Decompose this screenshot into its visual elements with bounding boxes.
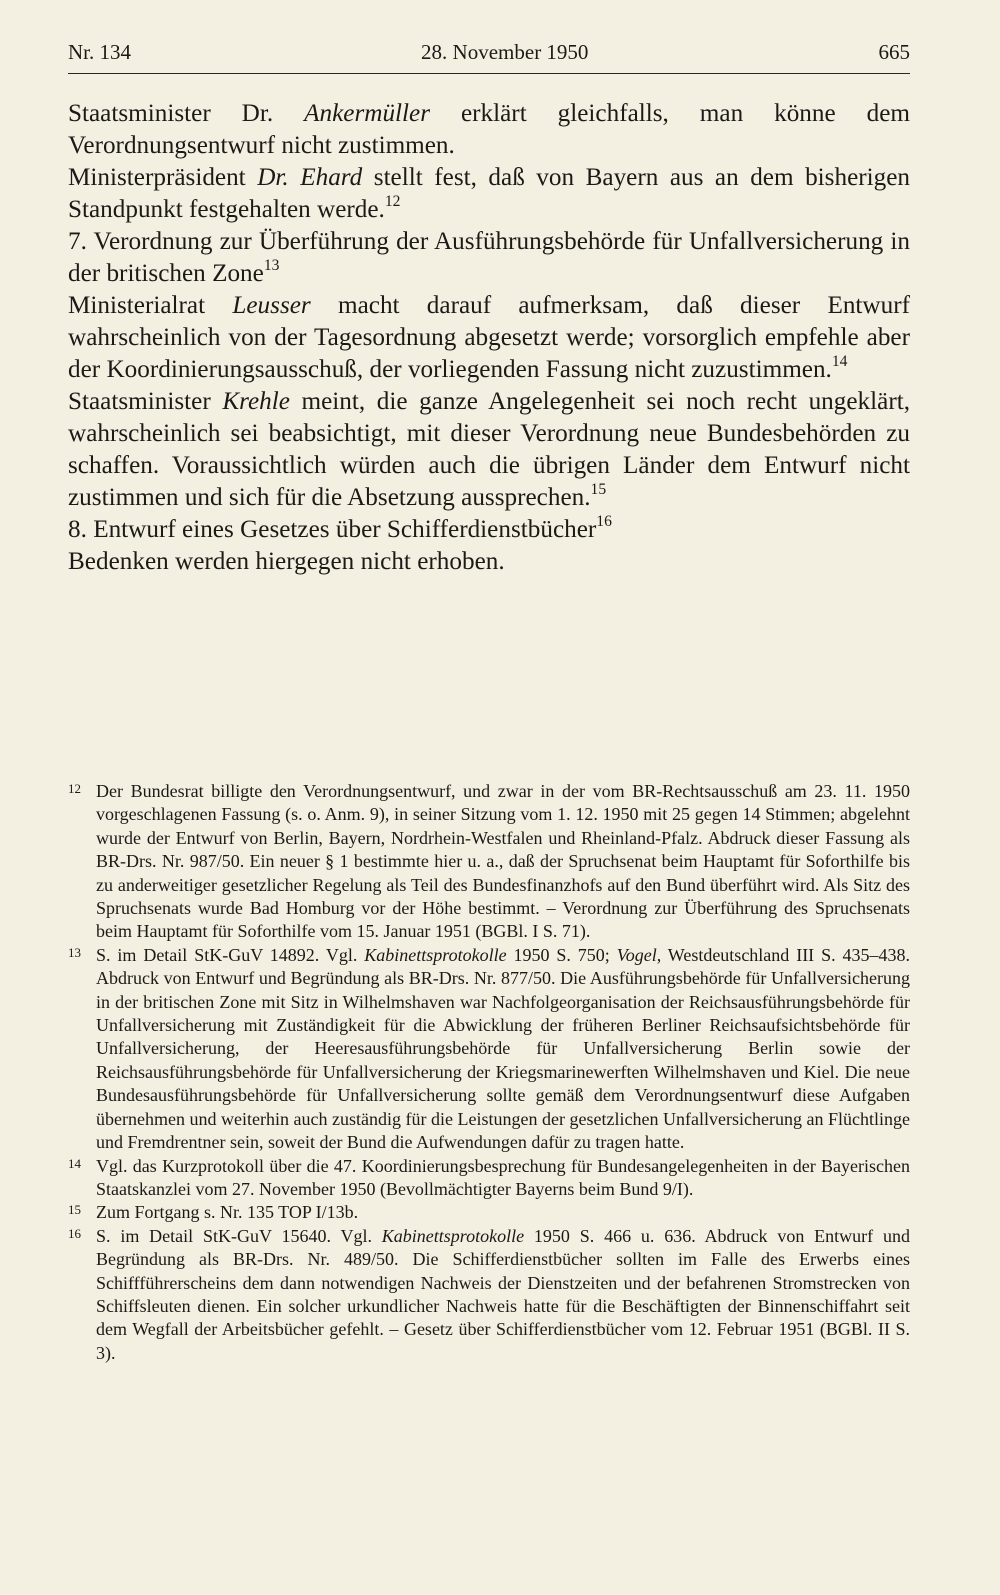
page-number: 665 bbox=[878, 40, 910, 64]
footnote-ref: 13 bbox=[263, 257, 280, 275]
paragraph bbox=[68, 98, 910, 162]
footnote-ref: 15 bbox=[590, 481, 607, 499]
paragraph bbox=[68, 514, 910, 546]
paragraph bbox=[68, 226, 910, 290]
footnote-segment: S. im Detail StK-GuV 15640. Vgl. bbox=[96, 1225, 382, 1246]
footnote bbox=[68, 1155, 910, 1202]
speaker-name: Dr. Ehard bbox=[257, 164, 363, 191]
footnote-segment: Zum Fortgang s. Nr. 135 TOP I/13b. bbox=[96, 1202, 359, 1223]
footnote-segment: 1950 S. 750; bbox=[506, 944, 617, 965]
cited-title: Kabinettsprotokolle bbox=[381, 1225, 525, 1246]
footnote-segment: Der Bundesrat billigte den Verordnungsentwurf, und zwar in der vom BR-Rechtsausschuß am 23. 11. 1950 vorgeschlagenen Fassung (s. o. Anm. 9), in seiner Sitzung vom 1. 12. 1950 mit 25 gegen 14 Stimmen; abgelehnt wurde der Entwurf von Berlin, Bayern, Nordrhein-Westfalen und Rheinland-Pfalz. Abdruck dieser Fassung als BR-Drs. Nr. 987/50. Ein neuer § 1 bestimmte hier u. a., daß der Spruchsenat beim Hauptamt für Soforthilfe bis zu anderweitiger gesetzlicher Regelung als Teil des Bundesfinanzhofs auf den Bund überführt wird. Als Sitz des Spruchsenats wurde Bad Homburg vor der Höhe bestimmt. – Verordnung zur Überführung des Spruchsenats beim Hauptamt für Soforthilfe vom 15. Januar 1951 (BGBl. I S. 71). bbox=[96, 781, 910, 942]
footnote-segment: Vgl. das Kurzprotokoll über die 47. Koordinierungsbesprechung für Bundesangelegenheiten in der Bayerischen Staatskanzlei vom 27. November 1950 (Bevollmächtigter Bayerns beim Bund 9/I). bbox=[96, 1155, 910, 1199]
footnotes bbox=[68, 780, 910, 1365]
footnote-number: 13 bbox=[68, 944, 81, 960]
footnote-ref: 12 bbox=[384, 193, 401, 211]
paragraph-text: Ministerialrat bbox=[68, 292, 233, 319]
paragraph-text: 8. Entwurf eines Gesetzes über Schifferdienstbücher bbox=[68, 516, 597, 543]
footnote bbox=[68, 1201, 910, 1224]
footnote-ref: 16 bbox=[596, 513, 612, 531]
document-number: Nr. 134 bbox=[68, 40, 131, 64]
paragraph bbox=[68, 546, 910, 578]
cited-title: Kabinettsprotokolle bbox=[364, 944, 507, 965]
footnote-number: 16 bbox=[68, 1225, 81, 1241]
speaker-name: Krehle bbox=[222, 388, 290, 415]
footnote-segment: 1950 S. 466 u. 636. Abdruck von Entwurf und Begründung als BR-Drs. Nr. 489/50. Die Schifferdienstbücher sollten im Falle des Erwerbs eines Schiffführerscheins dem dann notwendigen Nachweis der Dienstzeiten und der befahrenen Stromstrecken von Schiffsleuten dienen. Ein solcher urkundlicher Nachweis hatte für die Beschäftigten der Binnenschiffahrt seit dem Wegfall der Arbeitsbücher gefehlt. – Gesetz über Schifferdienstbücher vom 12. Februar 1951 (BGBl. II S. 3). bbox=[96, 1225, 910, 1363]
footnote bbox=[68, 780, 910, 944]
running-header bbox=[68, 40, 910, 74]
footnote-segment: S. im Detail StK-GuV 14892. Vgl. bbox=[96, 944, 365, 965]
paragraph bbox=[68, 162, 910, 226]
main-text bbox=[68, 98, 910, 578]
footnote-number: 15 bbox=[68, 1202, 81, 1218]
footnote-text bbox=[96, 1201, 910, 1224]
paragraph bbox=[68, 386, 910, 514]
footnote-text bbox=[96, 1155, 910, 1202]
footnote-ref: 14 bbox=[831, 353, 848, 371]
header-date: 28. November 1950 bbox=[421, 40, 589, 64]
paragraph-text: Bedenken werden hiergegen nicht erhoben. bbox=[68, 548, 505, 575]
paragraph-text: erklärt gleichfalls, man könne dem Verordnungsentwurf nicht zustimmen. bbox=[68, 100, 910, 159]
footnote-text bbox=[96, 1225, 910, 1365]
footnote-number: 12 bbox=[68, 781, 81, 796]
footnote-number: 14 bbox=[68, 1155, 81, 1171]
footnote-text bbox=[96, 944, 910, 1155]
footnote bbox=[68, 1225, 910, 1365]
paragraph-text: 7. Verordnung zur Überführung der Ausführungsbehörde für Unfallversicherung in der britischen Zone bbox=[68, 228, 910, 287]
footnote bbox=[68, 944, 910, 1155]
speaker-name: Ankermüller bbox=[304, 100, 431, 127]
footnote-segment: , Westdeutschland III S. 435–438. Abdruck von Entwurf und Begründung als BR-Drs. Nr. 877/50. Die Ausführungsbehörde für Unfallversicherung in der britischen Zone mit Sitz in Wilhelmshaven war Nachfolgeorganisation der Reichsausführungsbehörde für Unfallversicherung mit Zuständigkeit für die Abwicklung der früheren Berliner Reichsaufsichtsbehörde für Unfallversicherung, der Heeresausführungsbehörde für Unfallversicherung Berlin sowie der Reichsausführungsbehörde für Unfallversicherung der Kriegsmarinewerften Wilhelmshaven und Kiel. Die neue Bundesausführungsbehörde für Unfallversicherung sollte gemäß dem Verordnungsentwurf diese Aufgaben übernehmen und weiterhin auch zuständig für die Leistungen der gesetzlichen Unfallversicherung an Flüchtlinge und Fremdrentner sein, soweit der Bund die Aufwendungen dafür zu tragen hatte. bbox=[96, 944, 910, 1153]
speaker-name: Leusser bbox=[232, 292, 311, 319]
paragraph-text: meint, die ganze Angelegenheit sei noch recht ungeklärt, wahrscheinlich sei beabsichtigt, mit dieser Verordnung neue Bundesbehörden zu schaffen. Voraussichtlich würden auch die übrigen Länder dem Entwurf nicht zustimmen und sich für die Absetzung aussprechen. bbox=[68, 388, 910, 511]
paragraph-text: Ministerpräsident bbox=[68, 164, 258, 191]
paragraph-text: Staatsminister Dr. bbox=[68, 100, 305, 127]
paragraph-text: Staatsminister bbox=[68, 388, 223, 415]
paragraph bbox=[68, 290, 910, 386]
footnote-text bbox=[96, 780, 910, 944]
page bbox=[68, 40, 911, 1363]
paragraph-text: macht darauf aufmerksam, daß dieser Entwurf wahrscheinlich von der Tagesordnung abgesetzt werde; vorsorglich empfehle aber der Koordinierungsausschuß, der vorliegenden Fassung nicht zuzustimmen. bbox=[68, 292, 910, 383]
cited-title: Vogel bbox=[616, 944, 657, 965]
paragraph-text: stellt fest, daß von Bayern aus an dem bisherigen Standpunkt festgehalten werde. bbox=[68, 164, 911, 223]
